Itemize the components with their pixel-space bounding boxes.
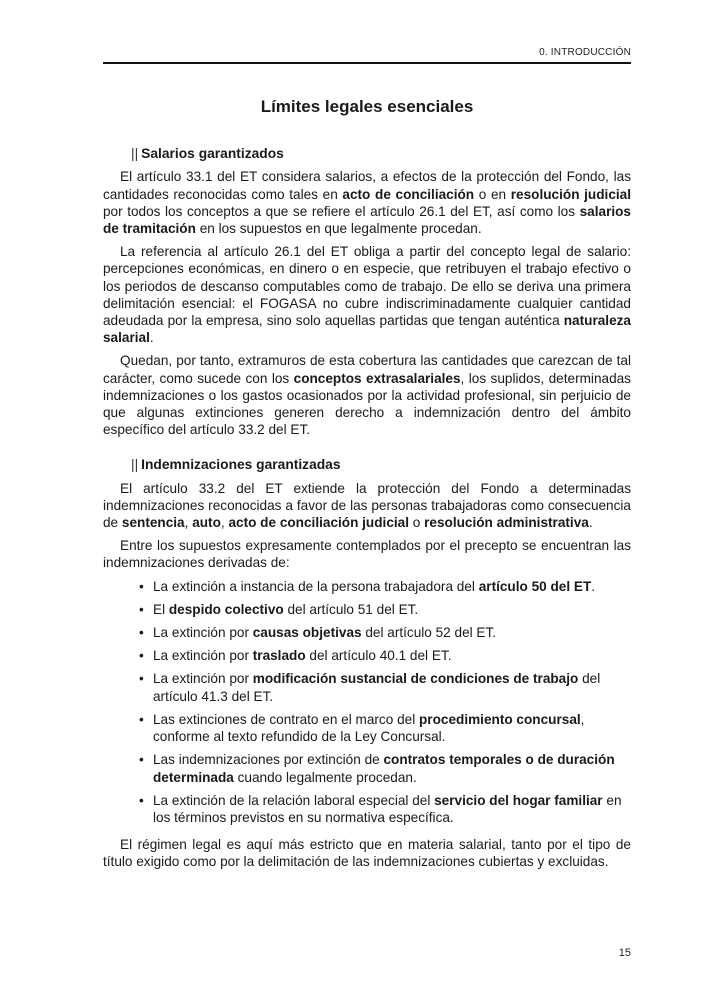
page-body	[103, 98, 631, 877]
running-header: 0. INTRODUCCIÓN	[539, 47, 631, 58]
paragraph	[103, 836, 631, 870]
paragraph	[103, 537, 631, 571]
bold-term: naturaleza salarial	[103, 313, 631, 346]
list-item	[139, 647, 631, 664]
text-run: La referencia al artículo 26.1 del ET obliga a partir del concepto legal de salario: percepciones económicas, en dinero o en especie, que retribuyen el trabajo efectivo o los periodos de descanso computables como de trabajo. De ello se deriva una primera delimitación esencial: el FOGASA no cubre indiscriminadamente cualquier cantidad adeudada por la empresa, sino solo aquellas partidas que tengan auténtica	[103, 244, 631, 329]
bold-term: traslado	[252, 648, 306, 664]
text-run: en los términos previstos en su normativa específica.	[153, 792, 622, 825]
bold-term: auto	[192, 515, 221, 531]
section-heading-salarios: || Salarios garantizados	[131, 146, 284, 162]
paragraph	[103, 243, 631, 346]
text-run: cuando legalmente procedan.	[233, 769, 417, 785]
bold-term: resolución administrativa	[424, 515, 589, 531]
section-closing	[103, 836, 631, 870]
text-run: o	[409, 515, 425, 531]
text-run: El	[153, 601, 169, 617]
text-run: La extinción por	[153, 648, 253, 664]
bold-term: modificación sustancial de condiciones de trabajo	[252, 671, 579, 687]
text-run: ,	[184, 515, 193, 531]
text-run: Quedan, por tanto, extramuros de esta cobertura las cantidades que carezcan de tal carácter, como sucede con los	[103, 353, 631, 386]
header-rule	[103, 62, 631, 64]
paragraph	[103, 352, 631, 438]
bold-term: servicio del hogar familiar	[434, 792, 603, 808]
text-run: en los supuestos en que legalmente procedan.	[195, 221, 482, 237]
text-run: .	[591, 578, 596, 594]
bold-term: artículo 50 del ET	[478, 578, 592, 594]
text-run: El artículo 33.2 del ET extiende la protección del Fondo a determinadas indemnizaciones reconocidas a favor de las personas trabajadoras como consecuencia de	[103, 480, 631, 531]
list-item	[139, 751, 631, 785]
paragraph	[103, 168, 631, 237]
indemnizaciones-list	[103, 578, 631, 826]
text-run: Entre los supuestos expresamente contemplados por el precepto se encuentran las indemnizaciones derivadas de:	[103, 538, 631, 571]
bold-term: resolución judicial	[510, 186, 631, 202]
bold-term: acto de conciliación judicial	[228, 515, 409, 531]
text-run: La extinción a instancia de la persona trabajadora del	[153, 578, 479, 594]
bold-term: salarios de tramitación	[103, 203, 631, 237]
list-item	[139, 601, 631, 618]
text-run: .	[149, 330, 154, 346]
heading-bar-icon: ||	[131, 457, 139, 473]
list-item	[139, 578, 631, 595]
text-run: .	[588, 515, 593, 531]
bold-term: conceptos extrasalariales	[293, 370, 461, 386]
page-number: 15	[618, 947, 631, 959]
bold-term: despido colectivo	[168, 601, 284, 617]
text-run: El artículo 33.1 del ET considera salarios, a efectos de la protección del Fondo, las cantidades reconocidas como tales en	[103, 169, 631, 202]
text-run: del artículo 52 del ET.	[361, 625, 497, 641]
text-run: o en	[474, 186, 511, 202]
text-run: , los suplidos, determinadas indemnizaciones o los gastos ocasionados por la actividad profesional, sin perjuicio de que algunas extinciones generen derecho a indemnización dentro del ámbito específico del artículo 33.2 del ET.	[103, 370, 631, 438]
text-run: del artículo 41.3 del ET.	[153, 671, 601, 704]
text-run: Las extinciones de contrato en el marco del	[153, 711, 419, 727]
text-run: ,	[220, 515, 229, 531]
text-run: La extinción de la relación laboral especial del	[153, 792, 435, 808]
paragraph	[103, 480, 631, 532]
bold-term: acto de conciliación	[342, 186, 475, 202]
text-run: El régimen legal es aquí más estricto que en materia salarial, tanto por el tipo de título exigido como por la delimitación de las indemnizaciones cubiertas y excluidas.	[103, 837, 631, 870]
text-run: del artículo 51 del ET.	[283, 601, 419, 617]
text-run: La extinción por	[153, 625, 253, 641]
list-item	[139, 792, 631, 826]
bold-term: sentencia	[121, 515, 185, 531]
list-item	[139, 711, 631, 745]
heading-bar-icon: ||	[131, 146, 139, 162]
page-title: Límites legales esenciales	[260, 97, 474, 116]
text-run: por todos los conceptos a que se refiere el artículo 26.1 del ET, así como los	[103, 203, 580, 219]
section-indemnizaciones	[103, 480, 631, 572]
bold-term: procedimiento concursal	[419, 711, 581, 727]
section-heading-indemnizaciones: || Indemnizaciones garantizadas	[131, 457, 341, 473]
section-salarios	[103, 168, 631, 438]
bold-term: causas objetivas	[252, 625, 362, 641]
text-run: del artículo 40.1 del ET.	[305, 648, 452, 664]
list-item	[139, 670, 631, 704]
list-item	[139, 624, 631, 641]
text-run: Las indemnizaciones por extinción de	[153, 752, 384, 768]
bold-term: contratos temporales o de duración determinada	[153, 752, 615, 785]
text-run: La extinción por	[153, 671, 253, 687]
text-run: , conforme al texto refundido de la Ley Concursal.	[153, 711, 585, 745]
